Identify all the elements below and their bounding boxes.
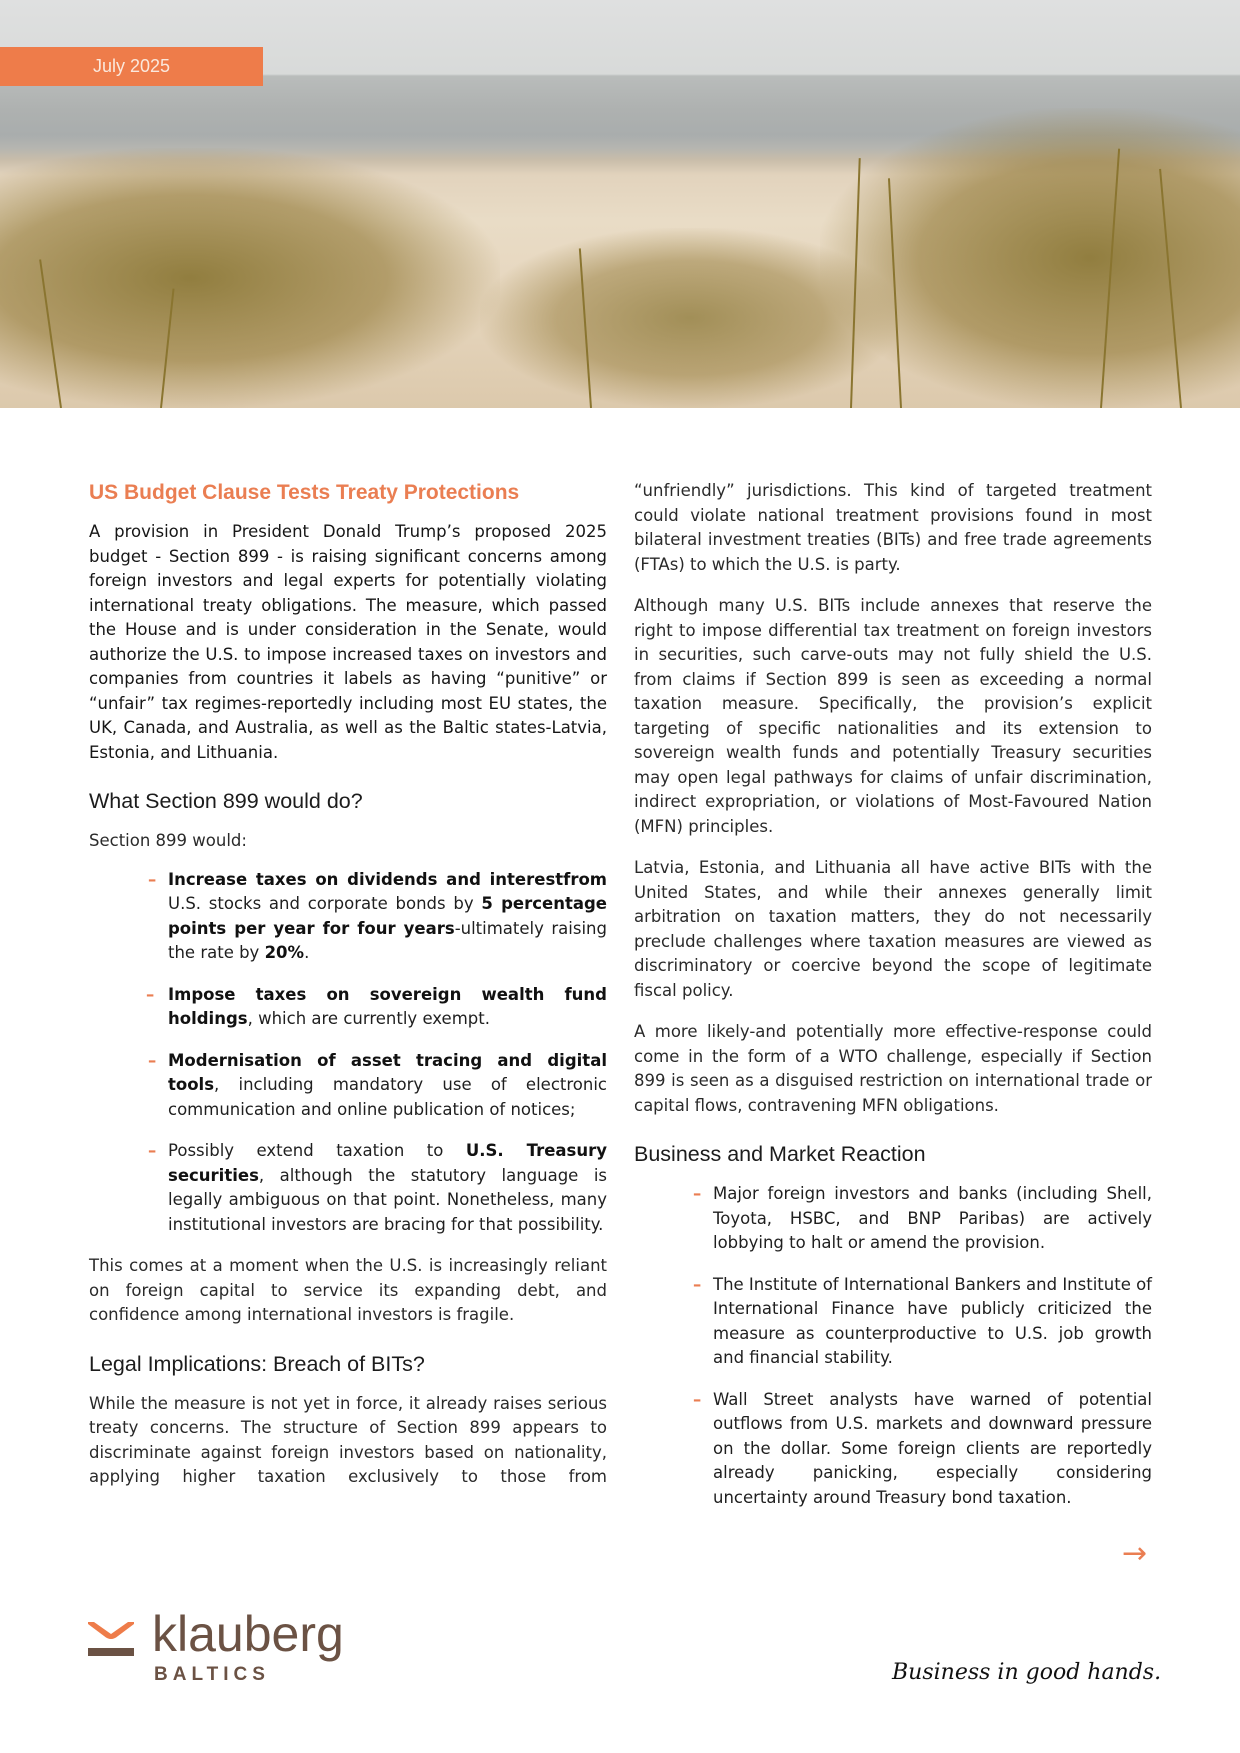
next-page-arrow-icon[interactable]: → — [1122, 1536, 1148, 1571]
section-heading-legal-implications: Legal Implications: Breach of BITs? — [89, 1351, 425, 1376]
list-item — [146, 983, 607, 1032]
tagline: Business in good hands. — [892, 1660, 1162, 1685]
section-heading-market-reaction: Business and Market Reaction — [634, 1142, 926, 1166]
list-item — [693, 1388, 1152, 1511]
text: Wall Street analysts have warned of potential outflows from U.S. markets and downward pressure on the dollar. Some foreign clients are reportedly already panicking, especially considering uncertainty around Treasury bond taxation. — [713, 1389, 1152, 1507]
list-item — [148, 1049, 607, 1123]
company-logo — [88, 1606, 388, 1692]
text: , including mandatory use of electronic communication and online publication of notices; — [168, 1075, 607, 1119]
text: , although the statutory language is legally ambiguous on that point. Nonetheless, many institutional investors are bracing for that possibility. — [168, 1165, 607, 1234]
bold-text: 5 percentage points per year for four years — [168, 894, 607, 938]
right-column — [634, 479, 1152, 1527]
legal-paragraph-3: Latvia, Estonia, and Lithuania all have active BITs with the United States, and while their annexes generally limit arbitration on taxation matters, they do not necessarily preclude challenges where taxation measures are viewed as discriminatory or coercive beyond the scope of legitimate fiscal policy. — [634, 858, 1152, 1000]
dash-bullet-icon: – — [148, 1141, 157, 1160]
bold-text: Increase taxes on dividends and interestfrom — [168, 869, 607, 889]
legal-paragraph-1-start: While the measure is not yet in force, it already raises serious treaty concerns. The structure of Section 899 appears to discriminate against foreign investors based on nationality, applying higher taxation exclusively to those from — [89, 1393, 607, 1486]
text: -ultimately raising the rate by — [168, 918, 607, 962]
logo-wordmark: klauberg — [152, 1606, 344, 1662]
dune-grass-left — [0, 148, 500, 408]
article-title: US Budget Clause Tests Treaty Protections — [89, 481, 520, 504]
market-reaction-bullet-list — [634, 1182, 1152, 1510]
date-badge: July 2025 — [0, 47, 263, 86]
dash-bullet-icon: – — [693, 1184, 702, 1203]
text: Possibly extend taxation to — [168, 1141, 466, 1160]
legal-paragraph-4: A more likely-and potentially more effective-response could come in the form of a WTO challenge, especially if Section 899 is seen as a disguised restriction on international trade or capital flows, contravening MFN obligations. — [634, 1022, 1152, 1115]
text: U.S. stocks and corporate bonds by — [168, 894, 482, 913]
section-lead: Section 899 would: — [89, 831, 247, 850]
legal-paragraph-1-continued: “unfriendly” jurisdictions. This kind of targeted treatment could violate national treatment provisions found in most bilateral investment treaties (BITs) and free trade agreements (FTAs) to which the U.S. is party. — [634, 481, 1152, 574]
logo-mark-icon — [88, 1618, 134, 1658]
text: The Institute of International Bankers and Institute of International Finance have publicly criticized the measure as counterproductive to U.S. job growth and financial stability. — [713, 1274, 1152, 1367]
intro-paragraph: A provision in President Donald Trump’s proposed 2025 budget - Section 899 - is raising significant concerns among foreign investors and legal experts for potentially violating international treaty obligations. The measure, which passed the House and is under consideration in the Senate, would authorize the U.S. to impose increased taxes on investors and companies from countries it labels as having “punitive” or “unfair” tax regimes-reportedly including most EU states, the UK, Canada, and Australia, as well as the Baltic states-Latvia, Estonia, and Lithuania. — [89, 522, 607, 762]
list-item — [693, 1182, 1152, 1256]
dash-bullet-icon: – — [148, 1050, 157, 1070]
section-heading-what-899-does: What Section 899 would do? — [89, 789, 363, 813]
dash-bullet-icon: – — [693, 1274, 702, 1294]
dash-bullet-icon: – — [148, 869, 157, 889]
bold-text: 20% — [264, 943, 305, 962]
text: Major foreign investors and banks (including Shell, Toyota, HSBC, and BNP Paribas) are actively lobbying to halt or amend the provision. — [713, 1184, 1152, 1252]
closing-paragraph: This comes at a moment when the U.S. is increasingly reliant on foreign capital to service its expanding debt, and confidence among international investors is fragile. — [89, 1256, 607, 1324]
text: , which are currently exempt. — [247, 1009, 490, 1028]
bold-text: U.S. Treasury securities — [168, 1141, 607, 1185]
list-item — [693, 1273, 1152, 1371]
list-item — [148, 1139, 607, 1237]
text: . — [304, 943, 310, 962]
legal-paragraph-2: Although many U.S. BITs include annexes that reserve the right to impose differential tax treatment on foreign investors in securities, such carve-outs may not fully shield the U.S. from claims if Section 899 is seen as exceeding a normal taxation measure. Specifically, the provision’s explicit targeting of specific nationalities and its extension to sovereign wealth funds and potentially Treasury securities may open legal pathways for claims of unfair discrimination, indirect expropriation, or violations of Most-Favoured Nation (MFN) principles. — [634, 596, 1152, 836]
logo-subtitle: BALTICS — [154, 1664, 270, 1685]
section-899-bullet-list — [89, 868, 607, 1238]
list-item — [148, 868, 607, 966]
dash-bullet-icon: – — [693, 1389, 702, 1409]
dash-bullet-icon: – — [146, 984, 155, 1004]
bold-text: Modernisation of asset tracing and digital tools — [168, 1050, 607, 1094]
bold-text: Impose taxes on sovereign wealth fund holdings — [168, 984, 607, 1028]
left-column — [89, 478, 607, 1507]
